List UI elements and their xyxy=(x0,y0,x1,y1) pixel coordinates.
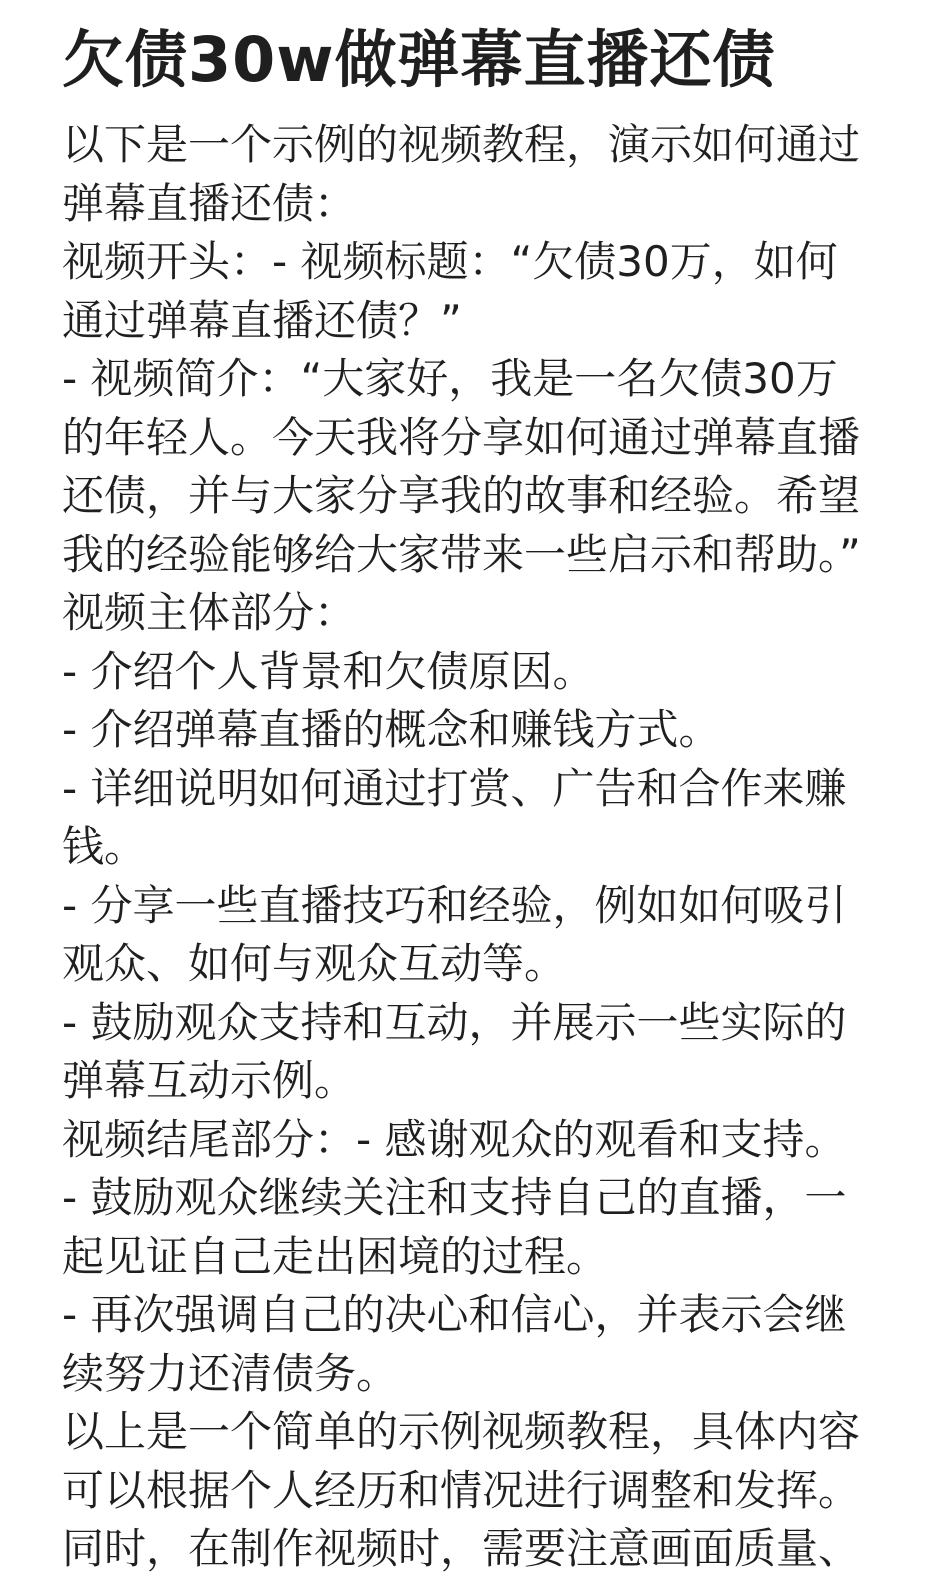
text-line: 通过弹幕直播还债？” xyxy=(62,295,462,345)
text-line: 还债，并与大家分享我的故事和经验。希望 xyxy=(62,471,861,520)
text-line: 以下是一个示例的视频教程，演示如何通过 xyxy=(62,120,861,169)
text-line: - 再次强调自己的决心和信心，并表示会继 xyxy=(62,1290,847,1339)
text-line: 观众、如何与观众互动等。 xyxy=(62,939,567,988)
text-line: - 详细说明如何通过打赏、广告和合作来赚 xyxy=(62,763,847,813)
text-line: 可以根据个人经历和情况进行调整和发挥。 xyxy=(62,1465,861,1515)
text-line: 弹幕直播还债： xyxy=(62,178,357,228)
text-line: - 分享一些直播技巧和经验，例如如何吸引 xyxy=(62,880,847,930)
text-line: 同时，在制作视频时，需要注意画面质量、 xyxy=(62,1524,861,1573)
article-body xyxy=(62,116,922,1579)
text-line: 视频主体部分： xyxy=(62,588,357,637)
text-line: 弹幕互动示例。 xyxy=(62,1056,357,1105)
text-line: 的年轻人。今天我将分享如何通过弹幕直播 xyxy=(62,412,861,462)
text-line: 我的经验能够给大家带来一些启示和帮助。” xyxy=(62,529,861,579)
text-line: 视频结尾部分：- 感谢观众的观看和支持。 xyxy=(62,1114,847,1164)
text-line: 续努力还清债务。 xyxy=(62,1348,399,1398)
page-title: 欠债30w做弹幕直播还债 xyxy=(62,23,776,96)
text-line: - 介绍个人背景和欠债原因。 xyxy=(62,646,595,696)
text-line: - 视频简介：“大家好，我是一名欠债30万 xyxy=(62,354,838,403)
text-line: - 介绍弹幕直播的概念和赚钱方式。 xyxy=(62,705,721,754)
text-line: - 鼓励观众继续关注和支持自己的直播，一 xyxy=(62,1173,847,1222)
text-line: 视频开头：- 视频标题：“欠债30万，如何 xyxy=(62,237,838,286)
text-line: 起见证自己走出困境的过程。 xyxy=(62,1231,609,1281)
text-line: 钱。 xyxy=(62,822,147,871)
text-line: - 鼓励观众支持和互动，并展示一些实际的 xyxy=(62,997,847,1047)
text-line: 以上是一个简单的示例视频教程，具体内容 xyxy=(62,1407,861,1456)
document-page xyxy=(62,14,922,1579)
